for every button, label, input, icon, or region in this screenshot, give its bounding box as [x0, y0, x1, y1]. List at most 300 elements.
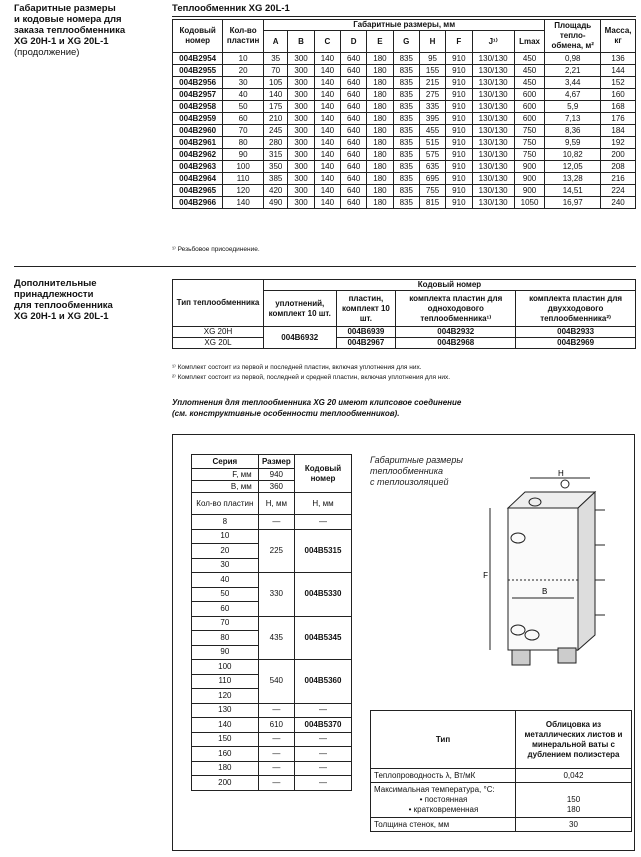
short-label: • кратковременная	[408, 805, 479, 814]
value-cell: 140	[314, 77, 340, 89]
short-value: 180	[566, 805, 581, 814]
value-cell: 455	[419, 125, 445, 137]
table-row	[192, 529, 352, 544]
value-cell: 70	[223, 125, 264, 137]
plates-cell: 10	[192, 529, 259, 544]
value-cell: 450	[514, 65, 545, 77]
value-cell: 180	[367, 197, 393, 209]
value-cell: 144	[601, 65, 636, 77]
value-cell: 835	[393, 89, 419, 101]
value-cell: 180	[367, 125, 393, 137]
plates-cell: 70	[192, 616, 259, 631]
plates-cell: 30	[192, 558, 259, 573]
value-cell: 835	[393, 185, 419, 197]
value-cell: 130/130	[472, 53, 514, 65]
section1-footnote: ¹⁾ Резьбовое присоединение.	[172, 246, 260, 253]
code-cell: 004B2966	[173, 197, 223, 209]
h-cell: 225	[258, 529, 294, 573]
code-cell: 004B5315	[295, 529, 352, 573]
value-cell: 80	[223, 137, 264, 149]
table-row	[173, 327, 636, 338]
value-cell: 3,44	[545, 77, 601, 89]
max-temp-values	[516, 783, 632, 818]
plates-cell: 40	[192, 573, 259, 588]
acc-plates-code: 004B2967	[336, 338, 396, 349]
value-cell: 35	[263, 53, 287, 65]
value-cell: 192	[601, 137, 636, 149]
ins-f-label: F, мм	[192, 469, 259, 481]
value-cell: 140	[314, 197, 340, 209]
value-cell: 90	[223, 149, 264, 161]
value-cell: 130/130	[472, 89, 514, 101]
h-cell: —	[258, 776, 294, 791]
value-cell: 140	[314, 149, 340, 161]
value-cell: 300	[288, 53, 314, 65]
value-cell: 140	[314, 53, 340, 65]
table-row	[173, 125, 636, 137]
foot	[558, 648, 576, 663]
value-cell: 130/130	[472, 173, 514, 185]
value-cell: 208	[601, 161, 636, 173]
value-cell: 640	[341, 125, 367, 137]
value-cell: 100	[223, 161, 264, 173]
value-cell: 835	[393, 113, 419, 125]
value-cell: 130/130	[472, 149, 514, 161]
code-cell: 004B5345	[295, 616, 352, 660]
plates-cell: 80	[192, 631, 259, 646]
code-cell: 004B2956	[173, 77, 223, 89]
value-cell: 575	[419, 149, 445, 161]
max-temp-cell	[371, 783, 516, 818]
value-cell: 180	[367, 149, 393, 161]
value-cell: 300	[288, 149, 314, 161]
value-cell: 300	[288, 161, 314, 173]
h-cell: —	[258, 515, 294, 530]
value-cell: 280	[263, 137, 287, 149]
accessories-notes: ¹⁾ Комплект состоит из первой и последней пластин, включая уплотнения для них. ²⁾ Комплект состоит из первой, последней и средней пластин, включая уплотнения для них.	[172, 364, 451, 381]
value-cell: 835	[393, 161, 419, 173]
h-cell: —	[258, 732, 294, 747]
value-cell: 155	[419, 65, 445, 77]
code-cell: 004B2957	[173, 89, 223, 101]
value-cell: 140	[223, 197, 264, 209]
value-cell: 835	[393, 137, 419, 149]
code-cell: —	[295, 747, 352, 762]
value-cell: 900	[514, 185, 545, 197]
props-header-material: Облицовка из металлических листов и минеральной ваты с дублением полиэстера	[516, 711, 632, 769]
value-cell: 750	[514, 125, 545, 137]
value-cell: 640	[341, 77, 367, 89]
value-cell: 910	[446, 53, 472, 65]
value-cell: 450	[514, 77, 545, 89]
value-cell: 140	[314, 173, 340, 185]
value-cell: 140	[314, 137, 340, 149]
code-cell: 004B5330	[295, 573, 352, 617]
value-cell: 10	[223, 53, 264, 65]
acc-double-code: 004B2933	[516, 327, 636, 338]
code-cell: 004B2965	[173, 185, 223, 197]
value-cell: 910	[446, 113, 472, 125]
ins-f-value: 940	[258, 469, 294, 481]
value-cell: 176	[601, 113, 636, 125]
value-cell: 900	[514, 161, 545, 173]
header-mass: Масса, кг	[601, 20, 636, 53]
dim-label-b: B	[542, 587, 548, 596]
code-cell: —	[295, 703, 352, 718]
value-cell: 130/130	[472, 125, 514, 137]
value-cell: 8,36	[545, 125, 601, 137]
value-cell: 130/130	[472, 197, 514, 209]
table-row	[192, 761, 352, 776]
table-row	[192, 732, 352, 747]
value-cell: 600	[514, 113, 545, 125]
value-cell: 300	[288, 113, 314, 125]
section1-table-title: Теплообменник XG 20L-1	[172, 3, 290, 14]
plates-cell: 110	[192, 674, 259, 689]
acc-header-type: Тип теплообменника	[173, 280, 264, 327]
value-cell: 180	[367, 89, 393, 101]
value-cell: 600	[514, 101, 545, 113]
value-cell: 300	[288, 173, 314, 185]
h-cell: 540	[258, 660, 294, 704]
table-row	[173, 161, 636, 173]
code-cell: 004B2960	[173, 125, 223, 137]
value-cell: 640	[341, 149, 367, 161]
value-cell: 300	[288, 185, 314, 197]
dim-label-h: H	[558, 470, 564, 478]
value-cell: 30	[223, 77, 264, 89]
value-cell: 210	[263, 113, 287, 125]
code-cell: 004B2961	[173, 137, 223, 149]
value-cell: 140	[314, 65, 340, 77]
value-cell: 180	[367, 101, 393, 113]
value-cell: 216	[601, 173, 636, 185]
value-cell: 835	[393, 101, 419, 113]
wall-label: Толщина стенок, мм	[371, 818, 516, 832]
code-cell: —	[295, 732, 352, 747]
plates-cell: 90	[192, 645, 259, 660]
value-cell: 7,13	[545, 113, 601, 125]
value-cell: 910	[446, 77, 472, 89]
constant-value: 150	[566, 795, 581, 804]
header-dim-col: D	[341, 31, 367, 53]
table-row	[173, 149, 636, 161]
plates-cell: 60	[192, 602, 259, 617]
value-cell: 640	[341, 89, 367, 101]
value-cell: 180	[367, 173, 393, 185]
value-cell: 130/130	[472, 185, 514, 197]
value-cell: 120	[223, 185, 264, 197]
value-cell: 2,21	[545, 65, 601, 77]
code-cell: —	[295, 761, 352, 776]
value-cell: 168	[601, 101, 636, 113]
value-cell: 600	[514, 89, 545, 101]
value-cell: 130/130	[472, 77, 514, 89]
dimensions-table	[172, 19, 636, 209]
ins-h-label: H, мм	[258, 493, 294, 515]
value-cell: 640	[341, 65, 367, 77]
plates-cell: 20	[192, 544, 259, 559]
value-cell: 640	[341, 197, 367, 209]
plates-cell: 180	[192, 761, 259, 776]
value-cell: 300	[288, 197, 314, 209]
ins-header-code: Кодовый номер	[295, 455, 352, 493]
value-cell: 835	[393, 125, 419, 137]
value-cell: 835	[393, 173, 419, 185]
value-cell: 130/130	[472, 137, 514, 149]
h-cell: 610	[258, 718, 294, 733]
value-cell: 215	[419, 77, 445, 89]
table-row	[192, 573, 352, 588]
value-cell: 420	[263, 185, 287, 197]
value-cell: 900	[514, 173, 545, 185]
h-cell: 330	[258, 573, 294, 617]
acc-group-header: Кодовый номер	[264, 280, 636, 291]
value-cell: 300	[288, 89, 314, 101]
value-cell: 140	[314, 101, 340, 113]
header-dim-col: H	[419, 31, 445, 53]
value-cell: 910	[446, 173, 472, 185]
h-cell: —	[258, 761, 294, 776]
header-code: Кодовый номер	[173, 20, 223, 53]
props-header-type: Тип	[371, 711, 516, 769]
value-cell: 110	[223, 173, 264, 185]
table-row	[173, 77, 636, 89]
value-cell: 140	[314, 185, 340, 197]
acc-type: XG 20H	[173, 327, 264, 338]
value-cell: 152	[601, 77, 636, 89]
plates-cell: 120	[192, 689, 259, 704]
value-cell: 130/130	[472, 113, 514, 125]
value-cell: 635	[419, 161, 445, 173]
insulation-front-face	[508, 508, 578, 650]
h-cell: 435	[258, 616, 294, 660]
dim-label-f: F	[483, 571, 488, 580]
value-cell: 180	[367, 185, 393, 197]
header-dim-col: C	[314, 31, 340, 53]
value-cell: 300	[288, 125, 314, 137]
code-cell: 004B2964	[173, 173, 223, 185]
max-temp-label: Максимальная температура, °С:	[374, 785, 495, 794]
value-cell: 180	[367, 137, 393, 149]
table-row	[173, 338, 636, 349]
code-cell: 004B5370	[295, 718, 352, 733]
heat-exchanger-diagram	[470, 470, 620, 670]
code-cell: 004B2954	[173, 53, 223, 65]
value-cell: 750	[514, 149, 545, 161]
acc-double-code: 004B2969	[516, 338, 636, 349]
properties-table	[370, 710, 632, 832]
value-cell: 640	[341, 53, 367, 65]
value-cell: 640	[341, 113, 367, 125]
ins-header-size: Размер	[258, 455, 294, 469]
acc-header-double: комплекта пластин для двухходового теплообменника²⁾	[516, 291, 636, 327]
value-cell: 910	[446, 101, 472, 113]
acc-type: XG 20L	[173, 338, 264, 349]
h-cell: —	[258, 747, 294, 762]
value-cell: 515	[419, 137, 445, 149]
value-cell: 5,9	[545, 101, 601, 113]
table-row	[173, 65, 636, 77]
value-cell: 40	[223, 89, 264, 101]
plates-cell: 160	[192, 747, 259, 762]
value-cell: 13,28	[545, 173, 601, 185]
gasket-remark: Уплотнения для теплообменника XG 20 имеют клипсовое соединение (см. конструктивные особенности теплообменников).	[172, 398, 462, 418]
code-cell: —	[295, 515, 352, 530]
table-row	[192, 660, 352, 675]
value-cell: 910	[446, 149, 472, 161]
value-cell: 140	[314, 161, 340, 173]
diagram-caption: Габаритные размеры теплообменника с теплоизоляцией	[370, 455, 463, 487]
code-cell: 004B2959	[173, 113, 223, 125]
value-cell: 335	[419, 101, 445, 113]
table-row	[173, 185, 636, 197]
table-row	[173, 113, 636, 125]
value-cell: 640	[341, 101, 367, 113]
section1-subtitle: (продолжение)	[14, 47, 80, 58]
ins-b-label: B, мм	[192, 481, 259, 493]
value-cell: 815	[419, 197, 445, 209]
value-cell: 140	[314, 89, 340, 101]
value-cell: 315	[263, 149, 287, 161]
section2-side-title: Дополнительные принадлежности для теплообменника XG 20H-1 и XG 20L-1	[14, 278, 113, 322]
value-cell: 180	[367, 53, 393, 65]
value-cell: 640	[341, 185, 367, 197]
value-cell: 835	[393, 77, 419, 89]
value-cell: 50	[223, 101, 264, 113]
value-cell: 910	[446, 197, 472, 209]
value-cell: 450	[514, 53, 545, 65]
value-cell: 835	[393, 197, 419, 209]
lifting-eye	[561, 480, 569, 488]
table-row	[173, 173, 636, 185]
code-cell: 004B5360	[295, 660, 352, 704]
value-cell: 20	[223, 65, 264, 77]
value-cell: 130/130	[472, 65, 514, 77]
value-cell: 70	[263, 65, 287, 77]
table-row	[173, 53, 636, 65]
value-cell: 140	[314, 113, 340, 125]
insulation-side-face	[578, 492, 595, 650]
value-cell: 200	[601, 149, 636, 161]
value-cell: 16,97	[545, 197, 601, 209]
header-area: Площадь тепло-обмена, м²	[545, 20, 601, 53]
conductivity-value: 0,042	[516, 769, 632, 783]
ins-code-label: H, мм	[295, 493, 352, 515]
value-cell: 9,59	[545, 137, 601, 149]
plates-cell: 140	[192, 718, 259, 733]
plates-cell: 130	[192, 703, 259, 718]
header-dim-col: E	[367, 31, 393, 53]
value-cell: 300	[288, 65, 314, 77]
table-row	[192, 776, 352, 791]
foot	[512, 650, 530, 665]
value-cell: 95	[419, 53, 445, 65]
value-cell: 180	[367, 113, 393, 125]
value-cell: 695	[419, 173, 445, 185]
value-cell: 640	[341, 137, 367, 149]
value-cell: 140	[314, 125, 340, 137]
plates-cell: 8	[192, 515, 259, 530]
table-row	[173, 137, 636, 149]
section1-rule	[172, 16, 636, 17]
value-cell: 160	[601, 89, 636, 101]
acc-single-code: 004B2968	[396, 338, 516, 349]
header-dim-col: A	[263, 31, 287, 53]
value-cell: 180	[367, 65, 393, 77]
value-cell: 385	[263, 173, 287, 185]
value-cell: 130/130	[472, 161, 514, 173]
acc-header-gaskets: уплотнений, комплект 10 шт.	[264, 291, 337, 327]
value-cell: 395	[419, 113, 445, 125]
plates-cell: 200	[192, 776, 259, 791]
code-cell: 004B2958	[173, 101, 223, 113]
insulation-table	[191, 454, 352, 791]
section1-side-title: Габаритные размеры и кодовые номера для заказа теплообменника XG 20H-1 и XG 20L-1 (продолжение)	[14, 3, 164, 58]
table-row	[173, 89, 636, 101]
acc-gaskets-code: 004B6932	[264, 327, 337, 349]
value-cell: 180	[367, 77, 393, 89]
value-cell: 140	[263, 89, 287, 101]
code-cell: 004B2955	[173, 65, 223, 77]
plates-cell: 50	[192, 587, 259, 602]
acc-header-single: комплекта пластин для одноходового теплообменника¹⁾	[396, 291, 516, 327]
value-cell: 245	[263, 125, 287, 137]
value-cell: 224	[601, 185, 636, 197]
value-cell: 755	[419, 185, 445, 197]
value-cell: 1050	[514, 197, 545, 209]
ins-plates-label: Кол-во пластин	[192, 493, 259, 515]
value-cell: 275	[419, 89, 445, 101]
acc-header-plates: пластин, комплект 10 шт.	[336, 291, 396, 327]
value-cell: 0,98	[545, 53, 601, 65]
value-cell: 910	[446, 125, 472, 137]
ins-header-series: Серия	[192, 455, 259, 469]
wall-value: 30	[516, 818, 632, 832]
table-row	[192, 747, 352, 762]
table-row	[173, 101, 636, 113]
value-cell: 136	[601, 53, 636, 65]
value-cell: 180	[367, 161, 393, 173]
value-cell: 835	[393, 65, 419, 77]
code-cell: 004B2963	[173, 161, 223, 173]
table-row	[192, 703, 352, 718]
value-cell: 910	[446, 185, 472, 197]
value-cell: 130/130	[472, 101, 514, 113]
value-cell: 350	[263, 161, 287, 173]
header-dim-col: J¹⁾	[472, 31, 514, 53]
value-cell: 750	[514, 137, 545, 149]
value-cell: 490	[263, 197, 287, 209]
code-cell: 004B2962	[173, 149, 223, 161]
value-cell: 14,51	[545, 185, 601, 197]
acc-single-code: 004B2932	[396, 327, 516, 338]
value-cell: 640	[341, 161, 367, 173]
value-cell: 640	[341, 173, 367, 185]
value-cell: 300	[288, 137, 314, 149]
value-cell: 910	[446, 89, 472, 101]
value-cell: 300	[288, 101, 314, 113]
value-cell: 184	[601, 125, 636, 137]
header-plates: Кол-во пластин	[223, 20, 264, 53]
value-cell: 300	[288, 77, 314, 89]
code-cell: —	[295, 776, 352, 791]
acc-plates-code: 004B6939	[336, 327, 396, 338]
value-cell: 240	[601, 197, 636, 209]
header-dim-col: F	[446, 31, 472, 53]
plates-cell: 150	[192, 732, 259, 747]
value-cell: 4,67	[545, 89, 601, 101]
